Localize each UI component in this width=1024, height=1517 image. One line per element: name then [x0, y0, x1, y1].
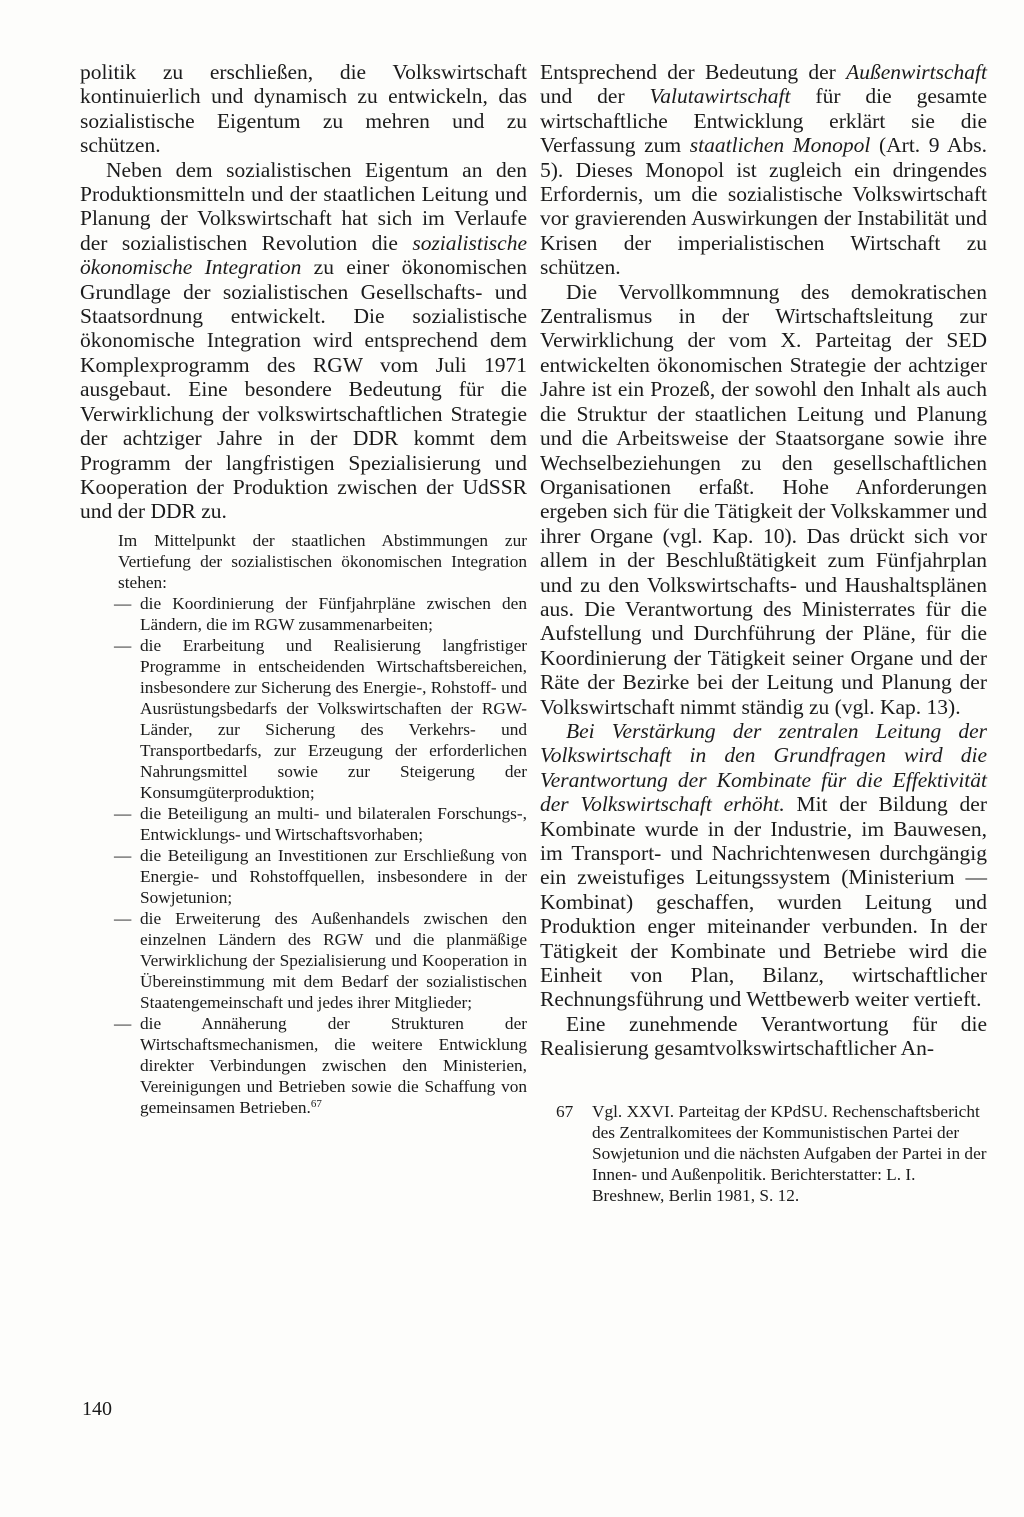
integration-list-block	[114, 530, 527, 1118]
emphasis: Außenwirtschaft	[846, 60, 987, 84]
paragraph: Die Vervollkommnung des demokratischen Zentralismus in der Wirtschaftsleitung zur Verwirklichung der vom X. Parteitag der SED entwickelten ökonomischen Strategie der achtziger Jahre ist ein Prozeß, der sowohl den Inhalt als auch die Struktur der staatlichen Leitung und Planung und die Arbeitsweise der Staatsorgane sowie ihre Wechselbeziehungen zu den gesellschaftlichen Organisationen erfaßt. Hohe Anforderungen ergeben sich für die Tätigkeit der Volkskammer und ihrer Organe (vgl. Kap. 10). Das drückt sich vor allem in der Beschlußtätigkeit zum Fünfjahrplan und zu den Volkswirtschafts- und Haushaltsplänen aus. Die Verantwortung des Ministerrates für die Aufstellung und Durchführung der Pläne, für die Koordinierung der Tätigkeit seiner Organe und der Räte der Bezirke bei der Leitung und Planung der Volkswirtschaft nimmt ständig zu (vgl. Kap. 13).	[540, 279, 987, 719]
paragraph: Bei Verstärkung der zentralen Leitung der Volkswirtschaft in den Grundfragen wird die Verantwortung der Kombinate für die Effektivität der Volkswirtschaft erhöht. Mit der Bildung der Kombinate wurde in der Industrie, im Bauwesen, im Transport- und Nachrichtenwesen durchgängig ein zweistufiges Leitungssystem (Ministerium — Kombinat) geschaffen, wurden Leitung und Produktion enger miteinander verbunden. In der Tätigkeit der Kombinate und Betriebe wird die Einheit von Plan, Bilanz, wirtschaftlicher Rechnungsführung und Wettbewerb weiter vertieft.	[540, 718, 987, 1012]
dash-marker: —	[114, 1013, 132, 1033]
emphasis: staatlichen Monopol	[689, 133, 871, 158]
dash-marker: —	[114, 845, 132, 865]
dash-marker: —	[114, 593, 132, 613]
footnote	[556, 1101, 987, 1206]
list-item: — die Erarbeitung und Realisierung langfristiger Programme in entscheidenden Wirtschaftsbereichen, insbesondere zur Sicherung des Energie-, Rohstoff- und Ausrüstungsbedarfs der Volkswirtschaften der RGW-Länder, zur Sicherung des Verkehrs- und Transportbedarfs, zur Erzeugung der erforderlichen Nahrungsmittel sowie zur Steigerung der Konsumgüterproduktion;	[114, 635, 527, 802]
left-column	[80, 60, 527, 1118]
dash-marker: —	[114, 908, 132, 928]
list-item: — die Annäherung der Strukturen der Wirtschaftsmechanismen, die weitere Entwicklung direkter Verbindungen zwischen den Ministerien, Vereinigungen und Betrieben sowie die Schaffung von gemeinsamen Betrieben.$^{67}$	[114, 1013, 527, 1117]
paragraph: Entsprechend der Bedeutung der Außenwirtschaft und der Valutawirtschaft für die gesamte wirtschaftliche Entwicklung erklärt sie die Verfassung zum staatlichen Monopol (Art. 9 Abs. 5). Dieses Monopol ist zugleich ein dringendes Erfordernis, um die sozialistische Volkswirtschaft vor gravierenden Auswirkungen der Instabilität und Krisen der imperialistischen Wirtschaft zu schützen.	[540, 60, 988, 280]
paragraph: politik zu erschließen, die Volkswirtschaft kontinuierlich und dynamisch zu entwickeln, das sozialistische Eigentum zu mehren und zu schützen.	[80, 60, 527, 158]
dash-marker: —	[114, 635, 132, 655]
page-number: 140	[82, 1398, 112, 1420]
emphasis: sozialistische ökonomische Integration	[80, 230, 527, 280]
footnote-number: 67	[556, 1101, 574, 1121]
list-item: — die Beteiligung an Investitionen zur Erschließung von Energie- und Rohstoffquellen, insbesondere in der Sowjetunion;	[114, 845, 527, 907]
emphasis: Bei Verstärkung der zentralen Leitung der Volkswirtschaft in den Grundfragen wird die Verantwortung der Kombinate für die Effektivität der Volkswirtschaft erhöht.	[540, 718, 987, 817]
footnote-text: Vgl. XXVI. Parteitag der KPdSU. Rechenschaftsbericht des Zentralkomitees der Kommunistischen Partei der Sowjetunion und die nächsten Aufgaben der Partei in der Innen- und Außenpolitik. Berichterstatter: L. I. Breshnew, Berlin 1981, S. 12.	[592, 1101, 987, 1205]
list-item: — die Koordinierung der Fünfjahrpläne zwischen den Ländern, die im RGW zusammenarbeiten;	[114, 593, 527, 634]
emphasis: Valutawirtschaft	[649, 84, 791, 109]
list-intro: Im Mittelpunkt der staatlichen Abstimmungen zur Vertiefung der sozialistischen ökonomischen Integration stehen:	[118, 530, 527, 592]
right-column	[540, 60, 987, 1206]
paragraph: Eine zunehmende Verantwortung für die Realisierung gesamtvolkswirtschaftlicher An-	[540, 1011, 987, 1061]
paragraph: Neben dem sozialistischen Eigentum an den Produktionsmitteln und der staatlichen Leitung und Planung der Volkswirtschaft hat sich im Verlaufe der sozialistischen Revolution die sozialistische ökonomische Integration zu einer ökonomischen Grundlage der sozialistischen Gesellschafts- und Staatsordnung entwickelt. Die sozialistische ökonomische Integration wird entsprechend dem Komplexprogramm des RGW vom Juli 1971 ausgebaut. Eine besondere Bedeutung für die Verwirklichung der volkswirtschaftlichen Strategie der achtziger Jahre in der DDR kommt dem Programm der langfristigen Spezialisierung und Kooperation der Produktion zwischen der UdSSR und der DDR zu.	[80, 157, 527, 524]
list-item: — die Erweiterung des Außenhandels zwischen den einzelnen Ländern des RGW und die planmäßige Verwirklichung der Spezialisierung und Kooperation in Übereinstimmung mit dem Bedarf der sozialistischen Staatengemeinschaft und jedes ihrer Mitglieder;	[114, 908, 527, 1012]
dash-marker: —	[114, 803, 132, 823]
list-item: — die Beteiligung an multi- und bilateralen Forschungs-, Entwicklungs- und Wirtschaftsvorhaben;	[114, 803, 527, 844]
integration-list	[114, 593, 527, 1118]
footnote-reference: 67	[310, 1097, 322, 1110]
